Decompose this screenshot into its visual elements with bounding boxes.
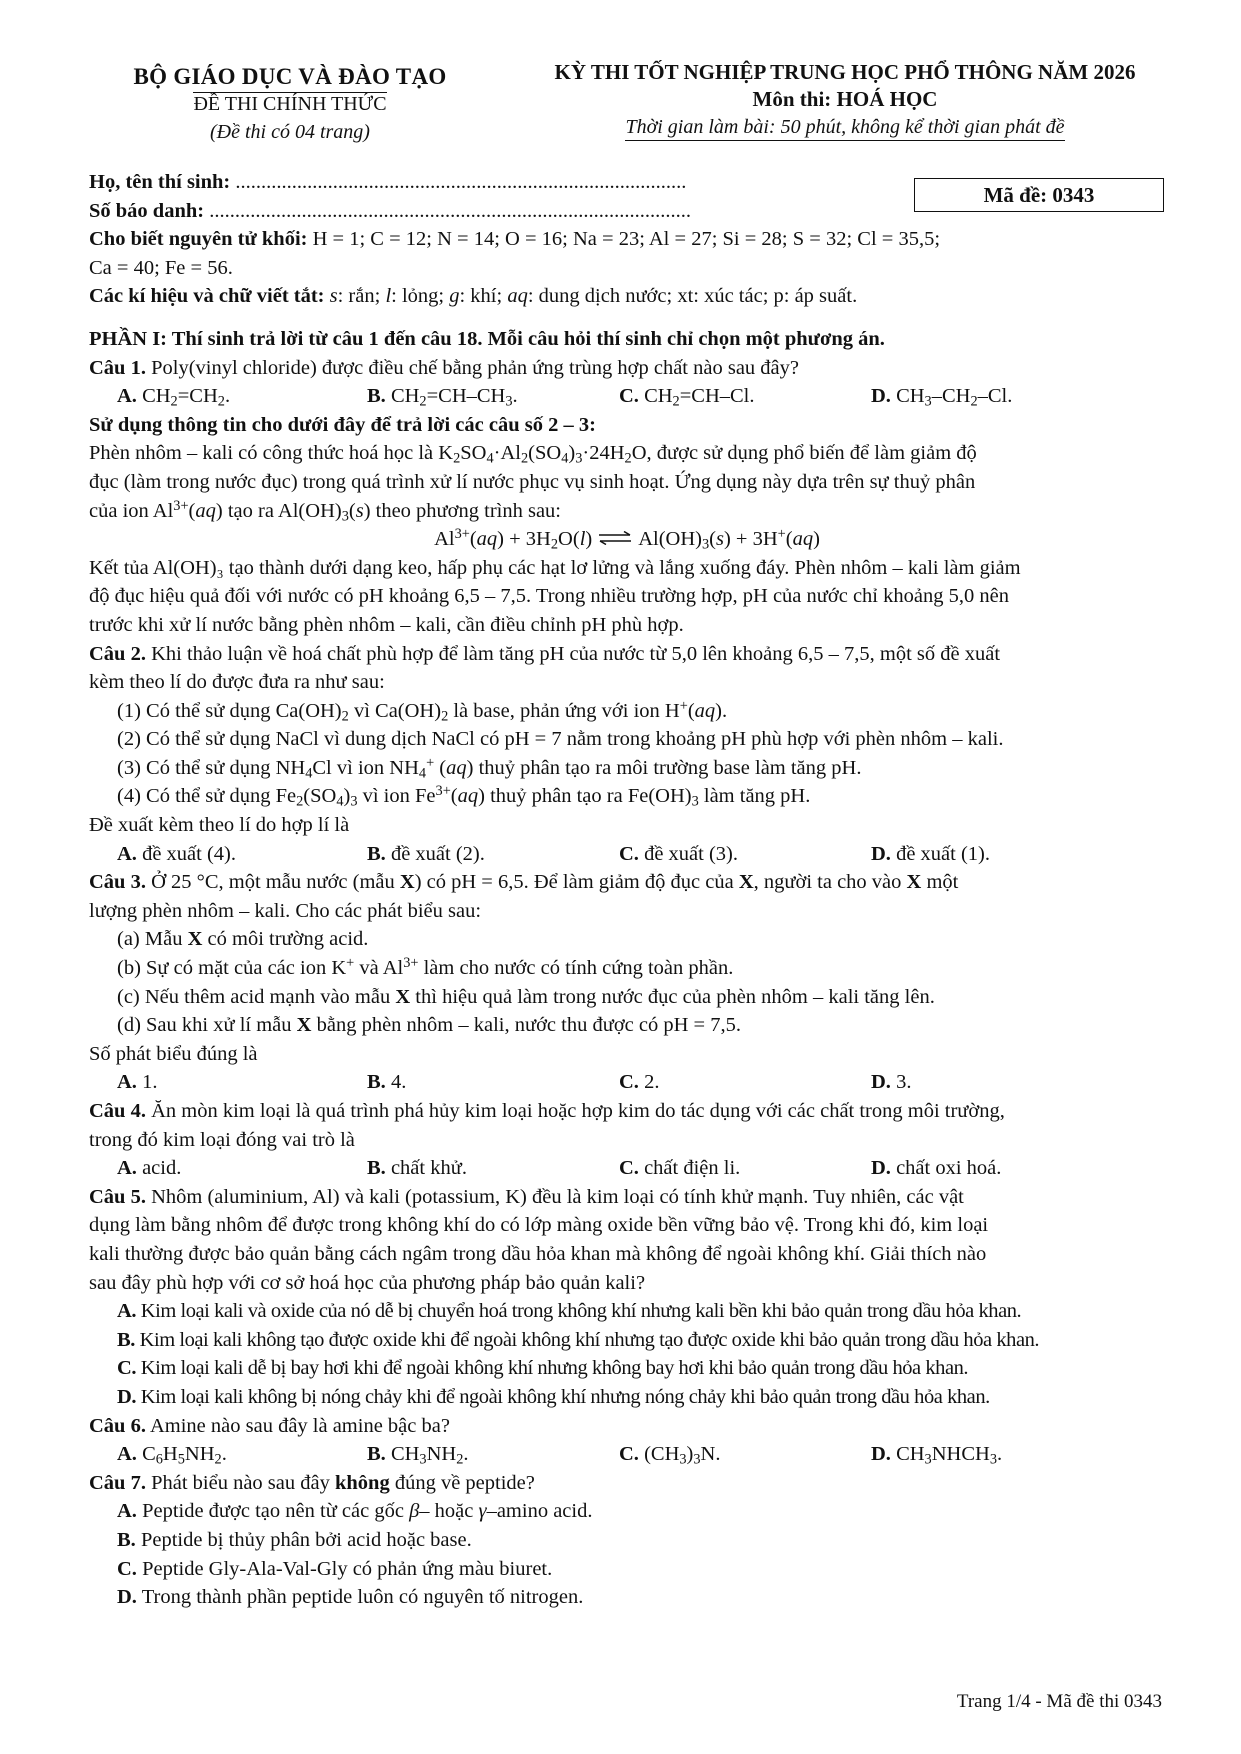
candidate-id-dots: .............................................................................................. <box>209 199 691 222</box>
q3-sc2: thì hiệu quả làm trong nước đục của phèn nhôm – kali tăng lên. <box>415 985 935 1008</box>
q5-option-c <box>89 1354 1165 1383</box>
q3-1c: , người ta cho vào <box>753 871 902 894</box>
q4-option-a-label: A. <box>117 1157 137 1180</box>
q3-option-d-label: D. <box>871 1071 891 1094</box>
ministry-name: BỘ GIÁO DỤC VÀ ĐÀO TẠO <box>133 64 447 89</box>
candidate-id-label: Số báo danh: <box>89 199 205 222</box>
question-2-options <box>89 840 1165 869</box>
q4-option-c-label: C. <box>619 1157 639 1180</box>
equilibrium-arrow-icon <box>598 525 632 554</box>
q6-option-d-label: D. <box>871 1443 891 1466</box>
q6-option-c-label: C. <box>619 1443 639 1466</box>
page-footer: Trang 1/4 - Mã đề thi 0343 <box>956 1691 1162 1712</box>
q5-option-a <box>89 1297 1165 1326</box>
q2-s4b: vì ion <box>362 785 410 808</box>
q3-x-4: X <box>187 928 203 951</box>
question-3-line2: lượng phèn nhôm – kali. Cho các phát biểu sau: <box>89 899 482 922</box>
q5-option-b-label: B. <box>117 1328 135 1351</box>
q7-option-d <box>89 1583 1165 1612</box>
q4-option-d-label: D. <box>871 1157 891 1180</box>
question-7-text-1: Phát biểu nào sau đây <box>151 1471 330 1494</box>
header-left <box>100 64 480 144</box>
symbol-aq: aq <box>507 285 528 308</box>
symbol-s: s <box>329 285 338 308</box>
question-4-label: Câu 4. <box>89 1100 146 1122</box>
question-1 <box>89 354 1165 383</box>
q7-option-a-text-1: Peptide được tạo nên từ các gốc <box>142 1500 404 1523</box>
q2-s3a: (3) Có thể sử dụng <box>117 756 271 779</box>
q2-option-b-label: B. <box>367 842 386 865</box>
question-3-line1 <box>89 868 1165 897</box>
q3-option-b-label: B. <box>367 1071 386 1094</box>
q6-option-b: B. $CH_3NH_2$. <box>367 1443 469 1468</box>
q4-option-d <box>871 1154 1121 1183</box>
symbol-g: g <box>449 285 460 308</box>
symbol-l: l <box>385 285 392 308</box>
question-7-label: Câu 7. <box>89 1471 146 1494</box>
official-label: ĐỀ THI CHÍNH THỨC <box>193 93 387 115</box>
q7-option-d-label: D. <box>117 1586 137 1609</box>
q1-option-c-label: C. <box>619 385 639 408</box>
q1-option-b: B. $CH_2=CH-CH_3$. <box>367 385 518 410</box>
question-5-text-1: Nhôm (aluminium, Al) và kali (potassium, K) đều là kim loại có tính khử mạnh. Tuy nhiên, các vật <box>151 1185 964 1208</box>
q2-s4c: thuỷ phân tạo ra <box>490 785 623 808</box>
q7-option-b-text: Peptide bị thủy phân bởi acid hoặc base. <box>140 1528 472 1551</box>
q3-sb1: (b) Sự có mặt của các ion <box>117 957 327 980</box>
q7-option-a-text-3: –amino acid. <box>486 1500 593 1523</box>
q6-option-d: D. $CH_3NHCH_3$. <box>871 1443 1003 1468</box>
q3-option-a-text: 1. <box>142 1071 158 1094</box>
question-3-label: Câu 3. <box>89 871 146 894</box>
q3-x-2: X <box>738 871 754 894</box>
q4-option-c-text: chất điện li. <box>644 1157 741 1180</box>
q7-gamma: γ <box>478 1500 487 1523</box>
q5-option-a-text: Kim loại kali và oxide của nó dễ bị chuyển hoá trong không khí nhưng kali bền khi bảo quản trong dầu hỏa khan. <box>140 1300 1022 1323</box>
q5-option-c-text: Kim loại kali dễ bị bay hơi khi để ngoài không khí nhưng không bay hơi khi bảo quản trong dầu hỏa khan. <box>140 1357 969 1380</box>
question-2-text-1: Khi thảo luận về hoá chất phù hợp để làm tăng pH của nước từ 5,0 lên khoảng 6,5 – 7,5, một số đề xuất <box>151 642 1001 665</box>
q3-sb3: làm cho nước có tính cứng toàn phần. <box>423 957 734 980</box>
q3-statement-b: (b) Sự có mặt của các ion K+ và $Al^{3+}$ làm cho nước có tính cứng toàn phần. <box>117 954 734 980</box>
q2-option-a-text: đề xuất (4). <box>142 842 236 865</box>
q7-option-d-text: Trong thành phần peptide luôn có nguyên tố nitrogen. <box>141 1586 584 1609</box>
header-right <box>520 60 1170 141</box>
context-p2-line2: độ đục hiệu quả đối với nước có pH khoảng 6,5 – 7,5. Trong nhiều trường hợp, pH của nước chỉ khoảng 5,0 nên <box>89 585 1009 608</box>
q3-option-a-label: A. <box>117 1071 137 1094</box>
q4-option-b-label: B. <box>367 1157 386 1180</box>
q2-option-b-text: đề xuất (2). <box>390 842 485 865</box>
q5-option-a-label: A. <box>117 1300 137 1323</box>
question-2-label: Câu 2. <box>89 642 146 665</box>
q1-option-b-label: B. <box>367 385 386 408</box>
q6-option-b-label: B. <box>367 1443 386 1466</box>
question-7 <box>89 1469 1165 1498</box>
q2-statement-4: (4) Có thể sử dụng $Fe_2(SO_4)_3$ vì ion $Fe^{3+}(aq)$ thuỷ phân tạo ra $Fe(OH)_3$ làm tăng pH. <box>117 783 811 811</box>
q2-statement-2: (2) Có thể sử dụng NaCl vì dung dịch NaCl có pH = 7 nằm trong khoảng pH phù hợp với phèn nhôm – kali. <box>117 728 1004 751</box>
q2-option-d-text: đề xuất (1). <box>896 842 990 865</box>
q3-option-c <box>619 1068 871 1097</box>
question-4-line1 <box>89 1097 1165 1126</box>
q4-option-d-text: chất oxi hoá. <box>896 1157 1002 1180</box>
q2-statement-1: (1) Có thể sử dụng $Ca(OH)_2$ vì $Ca(OH)_2$ là base, phản ứng với ion H+(aq). <box>117 697 728 725</box>
question-7-text-2: đúng về peptide? <box>394 1471 535 1494</box>
q5-option-d <box>89 1383 1165 1412</box>
q7-option-a <box>89 1497 1165 1526</box>
q3-x-3: X <box>906 871 922 894</box>
atomic-label: Cho biết nguyên tử khối: <box>89 228 308 251</box>
q2-s4d: làm tăng pH. <box>703 785 811 808</box>
question-2-line2: kèm theo lí do được đưa ra như sau: <box>89 671 385 694</box>
q3-option-d-text: 3. <box>896 1071 912 1094</box>
question-2-line1 <box>89 640 1165 669</box>
context-title: Sử dụng thông tin cho dưới đây để trả lời các câu số 2 – 3: <box>89 413 596 436</box>
q1-option-d: D. $CH_3-CH_2-Cl$. <box>871 385 1013 410</box>
q2-s3c: thuỷ phân tạo ra môi trường base làm tăng pH. <box>478 756 862 779</box>
question-5-line1 <box>89 1183 1165 1212</box>
q3-x-5: X <box>395 985 411 1008</box>
question-1-options <box>89 382 1165 411</box>
q2-s4a: (4) Có thể sử dụng <box>117 785 271 808</box>
q2-option-a-label: A. <box>117 842 137 865</box>
question-5-line3: kali thường được bảo quản bằng cách ngâm trong dầu hỏa khan mà không để ngoài không khí. Giải thích nào <box>89 1242 987 1265</box>
candidate-name-line <box>89 168 1165 197</box>
symbols-label: Các kí hiệu và chữ viết tắt: <box>89 285 325 308</box>
candidate-name-dots: ........................................................................................ <box>235 171 687 193</box>
q1-option-c: C. $CH_2=CH-Cl$. <box>619 385 755 410</box>
q2-option-c-label: C. <box>619 842 639 865</box>
q7-option-b <box>89 1526 1165 1555</box>
question-3-options <box>89 1068 1165 1097</box>
q5-option-d-text: Kim loại kali không bị nóng chảy khi để ngoài không khí nhưng nóng chảy khi bảo quản trong dầu hỏa khan. <box>140 1385 990 1408</box>
context-p1-3c: theo phương trình sau: <box>375 499 562 522</box>
q6-option-a: A. $C_6H_5NH_2$. <box>117 1443 227 1468</box>
q7-option-c-label: C. <box>117 1557 137 1580</box>
q2-option-b <box>367 840 619 869</box>
question-5-label: Câu 5. <box>89 1185 146 1208</box>
q3-1d: một <box>926 871 959 894</box>
q3-1a: Ở 25 °C, một mẫu nước (mẫu <box>151 871 395 894</box>
question-6-label: Câu 6. <box>89 1414 146 1437</box>
q3-statement-d <box>89 1011 1165 1040</box>
q3-x-6: X <box>296 1014 312 1037</box>
context-p2-line1: Kết tủa Al(OH)₃ tạo thành dưới dạng keo, hấp phụ các hạt lơ lửng và lắng xuống đáy. Phèn nhôm – kali làm giảm <box>89 556 1021 579</box>
q2-option-d <box>871 840 1121 869</box>
question-2-stem: Đề xuất kèm theo lí do hợp lí là <box>89 814 350 837</box>
q2-option-a <box>117 840 367 869</box>
question-4-options <box>89 1154 1165 1183</box>
q7-option-a-text-2: – hoặc <box>419 1500 474 1523</box>
q2-option-c-text: đề xuất (3). <box>644 842 738 865</box>
q1-option-a: A. $CH_2=CH_2$. <box>117 385 231 410</box>
q2-s1a: (1) Có thể sử dụng <box>117 699 271 722</box>
symbol-g-text: : khí; <box>459 285 503 308</box>
question-1-text: Poly(vinyl chloride) được điều chế bằng phản ứng trùng hợp chất nào sau đây? <box>151 356 800 379</box>
q3-option-d <box>871 1068 1121 1097</box>
q3-option-a <box>117 1068 367 1097</box>
question-7-text-bold: không <box>334 1471 390 1494</box>
atomic-values-1: H = 1; C = 12; N = 14; O = 16; Na = 23; Al = 27; Si = 28; S = 32; Cl = 35,5; <box>312 228 941 251</box>
q3-sb2: và <box>359 957 379 980</box>
q1-option-d-label: D. <box>871 385 891 408</box>
q2-s1b: vì <box>353 699 370 722</box>
question-6-text: Amine nào sau đây là amine bậc ba? <box>149 1414 450 1437</box>
question-5-line4: sau đây phù hợp với cơ sở hoá học của phương pháp bảo quản kali? <box>89 1271 646 1294</box>
q3-sc1: (c) Nếu thêm acid mạnh vào mẫu <box>117 985 391 1008</box>
candidate-id-line <box>89 197 1165 226</box>
context-p1-1b: , được sử dụng phổ biến để làm giảm độ <box>646 442 977 465</box>
q2-statement-3: (3) Có thể sử dụng $NH_4Cl$ vì ion $NH_4^+$ (aq) thuỷ phân tạo ra môi trường base làm tăng pH. <box>117 754 862 782</box>
q4-option-a-text: acid. <box>142 1157 182 1180</box>
context-p1-3b: tạo ra <box>227 499 274 522</box>
symbol-l-text: : lỏng; <box>391 285 445 308</box>
q3-option-c-text: 2. <box>644 1071 660 1094</box>
q2-option-c <box>619 840 871 869</box>
exam-code-box: Mã đề: 0343 <box>914 178 1164 212</box>
question-1-label: Câu 1. <box>89 356 146 379</box>
q7-option-b-label: B. <box>117 1528 136 1551</box>
q4-option-b-text: chất khử. <box>390 1157 467 1180</box>
hydrolysis-equation: $Al^{3+}(aq) + 3H_2O(l) Al(OH)_3(s) + 3H^+(aq)$ <box>434 525 820 553</box>
symbol-s-text: : rắn; <box>337 285 381 308</box>
context-p1-line1: Phèn nhôm – kali có công thức hoá học là $K_2SO_4\cdot Al_2(SO_4)_3\cdot 24H_2O$, được sử dụng phổ biến để làm giảm độ <box>89 442 977 467</box>
q6-option-c: C. $(CH_3)_3N$. <box>619 1443 721 1468</box>
question-5-line2: dụng làm bằng nhôm để được trong không khí do có lớp màng oxide bền vững bảo vệ. Trong khi đó, kim loại <box>89 1214 989 1237</box>
q3-option-c-label: C. <box>619 1071 639 1094</box>
q3-x-1: X <box>399 871 415 894</box>
q7-option-c-text: Peptide Gly-Ala-Val-Gly có phản ứng màu biuret. <box>142 1557 553 1580</box>
q5-option-d-label: D. <box>117 1385 137 1408</box>
part1-heading: PHẦN I: Thí sinh trả lời từ câu 1 đến câu 18. Mỗi câu hỏi thí sinh chỉ chọn một phương án. <box>89 327 885 350</box>
q7-option-a-label: A. <box>117 1500 137 1523</box>
q3-option-b-text: 4. <box>390 1071 407 1094</box>
exam-subject: Môn thi: HOÁ HỌC <box>752 87 938 111</box>
exam-title: KỲ THI TỐT NGHIỆP TRUNG HỌC PHỔ THÔNG NĂM 2026 <box>554 60 1136 84</box>
question-4-line2: trong đó kim loại đóng vai trò là <box>89 1128 355 1151</box>
question-6 <box>89 1412 1165 1441</box>
question-4-text-1: Ăn mòn kim loại là quá trình phá hủy kim loại hoặc hợp kim do tác dụng với các chất trong môi trường, <box>151 1100 1005 1122</box>
page-count: (Đề thi có 04 trang) <box>210 121 370 143</box>
question-6-options <box>89 1440 1165 1469</box>
q5-option-b <box>89 1326 1165 1355</box>
context-p1-3a: của ion <box>89 499 149 522</box>
q3-sd1: (d) Sau khi xử lí mẫu <box>117 1014 292 1037</box>
q3-sd2: bằng phèn nhôm – kali, nước thu được có pH = 7,5. <box>316 1014 741 1037</box>
context-p1-line3: của ion $Al^{3+}(aq)$ tạo ra $Al(OH)_3(s)$ theo phương trình sau: <box>89 497 562 525</box>
context-p2-line3: trước khi xử lí nước bằng phèn nhôm – kali, cần điều chỉnh pH phù hợp. <box>89 613 684 636</box>
q7-option-c <box>89 1555 1165 1584</box>
candidate-name-label: Họ, tên thí sinh: <box>89 171 231 193</box>
question-3-stem: Số phát biểu đúng là <box>89 1042 258 1065</box>
q3-sa1: (a) Mẫu <box>117 928 183 951</box>
q7-beta: β <box>409 1500 420 1523</box>
symbol-aq-text: : dung dịch nước; xt: xúc tác; p: áp suất. <box>527 285 858 308</box>
q3-option-b <box>367 1068 619 1097</box>
atomic-line-1 <box>89 225 1165 254</box>
context-p1-1a: Phèn nhôm – kali có công thức hoá học là <box>89 442 434 465</box>
q5-option-b-text: Kim loại kali không tạo được oxide khi để ngoài không khí nhưng tạo được oxide khi bảo quản trong dầu hỏa khan. <box>139 1328 1040 1351</box>
q3-statement-c <box>89 983 1165 1012</box>
q6-option-a-label: A. <box>117 1443 137 1466</box>
atomic-line-2: Ca = 40; Fe = 56. <box>89 256 233 279</box>
q2-s3b: vì ion <box>336 756 385 779</box>
q4-option-c <box>619 1154 871 1183</box>
q3-statement-a <box>89 925 1165 954</box>
q2-option-d-label: D. <box>871 842 891 865</box>
q3-1b: ) có pH = 6,5. Để làm giảm độ đục của <box>414 871 734 894</box>
q2-s1c: là base, phản ứng với ion <box>453 699 660 722</box>
symbols-line <box>89 282 1165 311</box>
exam-content <box>89 168 1165 1612</box>
context-p1-line2: đục (làm trong nước đục) trong quá trình xử lí nước phục vụ sinh hoạt. Ứng dụng này dựa trên sự thuỷ phân <box>89 470 976 493</box>
exam-time: Thời gian làm bài: 50 phút, không kể thời gian phát đề <box>625 116 1064 141</box>
q1-option-a-label: A. <box>117 385 137 408</box>
q3-sa2: có môi trường acid. <box>207 928 369 951</box>
q4-option-b <box>367 1154 619 1183</box>
q4-option-a <box>117 1154 367 1183</box>
q5-option-c-label: C. <box>117 1357 137 1380</box>
